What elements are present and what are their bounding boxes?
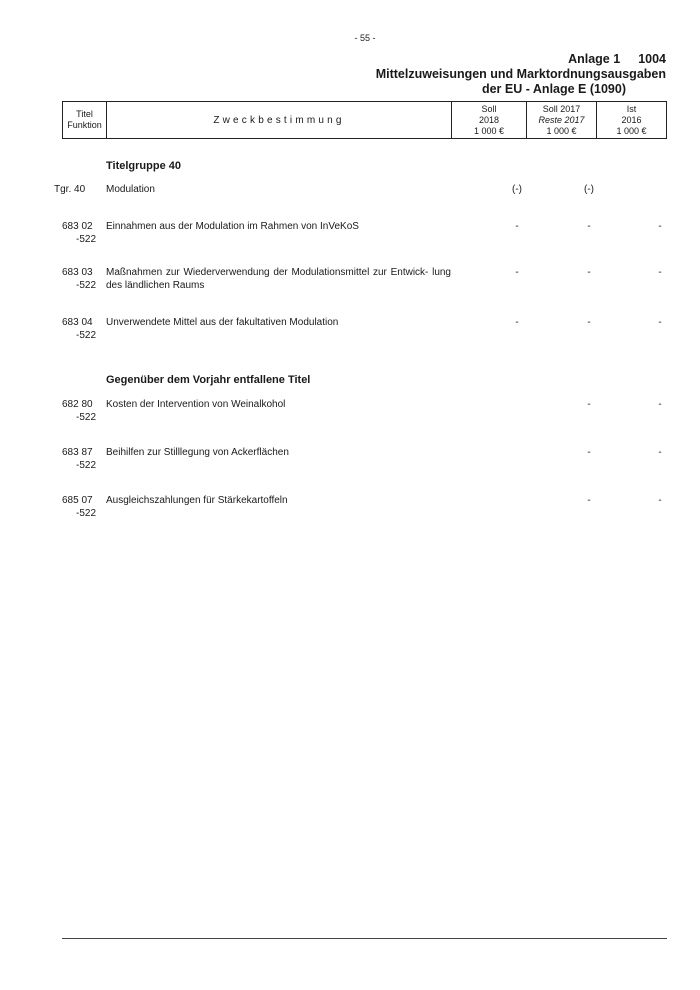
row-description: Kosten der Intervention von Weinalkohol [106,399,286,410]
row-value-reste-2017: - [587,221,591,232]
row-value-ist-2016: - [658,399,662,410]
group-heading-entfallene-titel: Gegenüber dem Vorjahr entfallene Titel [106,374,311,386]
title-line-2: Mittelzuweisungen und Marktordnungsausgaben [375,67,666,81]
header-soll-2018: Soll 2018 1 000 € [452,102,527,139]
row-code: 683 03 -522 [62,267,96,291]
group-heading-titelgruppe-40: Titelgruppe 40 [106,160,181,172]
row-description: Einnahmen aus der Modulation im Rahmen von InVeKoS [106,221,359,232]
header-soll-2017-reste: Soll 2017 Reste 2017 1 000 € [527,102,597,139]
row-code: 685 07 -522 [62,495,96,519]
title-line-3: der EU - Anlage E (1090) [481,82,626,96]
row-code: Tgr. 40 [54,184,86,195]
row-code: 683 04 -522 [62,317,96,341]
row-description: Ausgleichszahlungen für Stärkekartoffeln [106,495,288,506]
row-value-soll-2018: - [515,317,519,328]
row-value-ist-2016: - [658,317,662,328]
anlage-number: 1004 [638,52,666,66]
row-value-reste-2017: - [587,495,591,506]
row-value-reste-2017: - [587,399,591,410]
row-description: Unverwendete Mittel aus der fakultativen Modulation [106,317,339,328]
row-value-soll-2018: (-) [512,184,522,195]
row-value-ist-2016: - [658,267,662,278]
row-value-reste-2017: - [587,317,591,328]
row-value-soll-2018: - [515,221,519,232]
page-number: - 55 - [354,33,376,43]
row-value-ist-2016: - [658,447,662,458]
footer-divider [62,938,667,939]
document-title [376,52,666,97]
row-value-ist-2016: - [658,221,662,232]
row-value-ist-2016: - [658,495,662,506]
anlage-label: Anlage 1 [568,52,621,66]
row-value-reste-2017: - [587,267,591,278]
row-value-reste-2017: - [587,447,591,458]
row-code: 683 87 -522 [62,447,96,471]
header-ist-2016: Ist 2016 1 000 € [597,102,667,139]
row-code: 682 80 -522 [62,399,96,423]
column-header-table [62,101,667,139]
row-code: 683 02 -522 [62,221,96,245]
row-description: Maßnahmen zur Wiederverwendung der Modulationsmittel zur Entwick- lung des ländlichen Raums [106,267,451,291]
row-description: Beihilfen zur Stilllegung von Ackerflächen [106,447,289,458]
header-titel-funktion: Titel Funktion [63,102,107,139]
row-value-soll-2018: - [515,267,519,278]
header-zweckbestimmung: Zweckbestimmung [107,102,452,139]
row-value-reste-2017: (-) [584,184,594,195]
row-description: Modulation [106,184,155,195]
